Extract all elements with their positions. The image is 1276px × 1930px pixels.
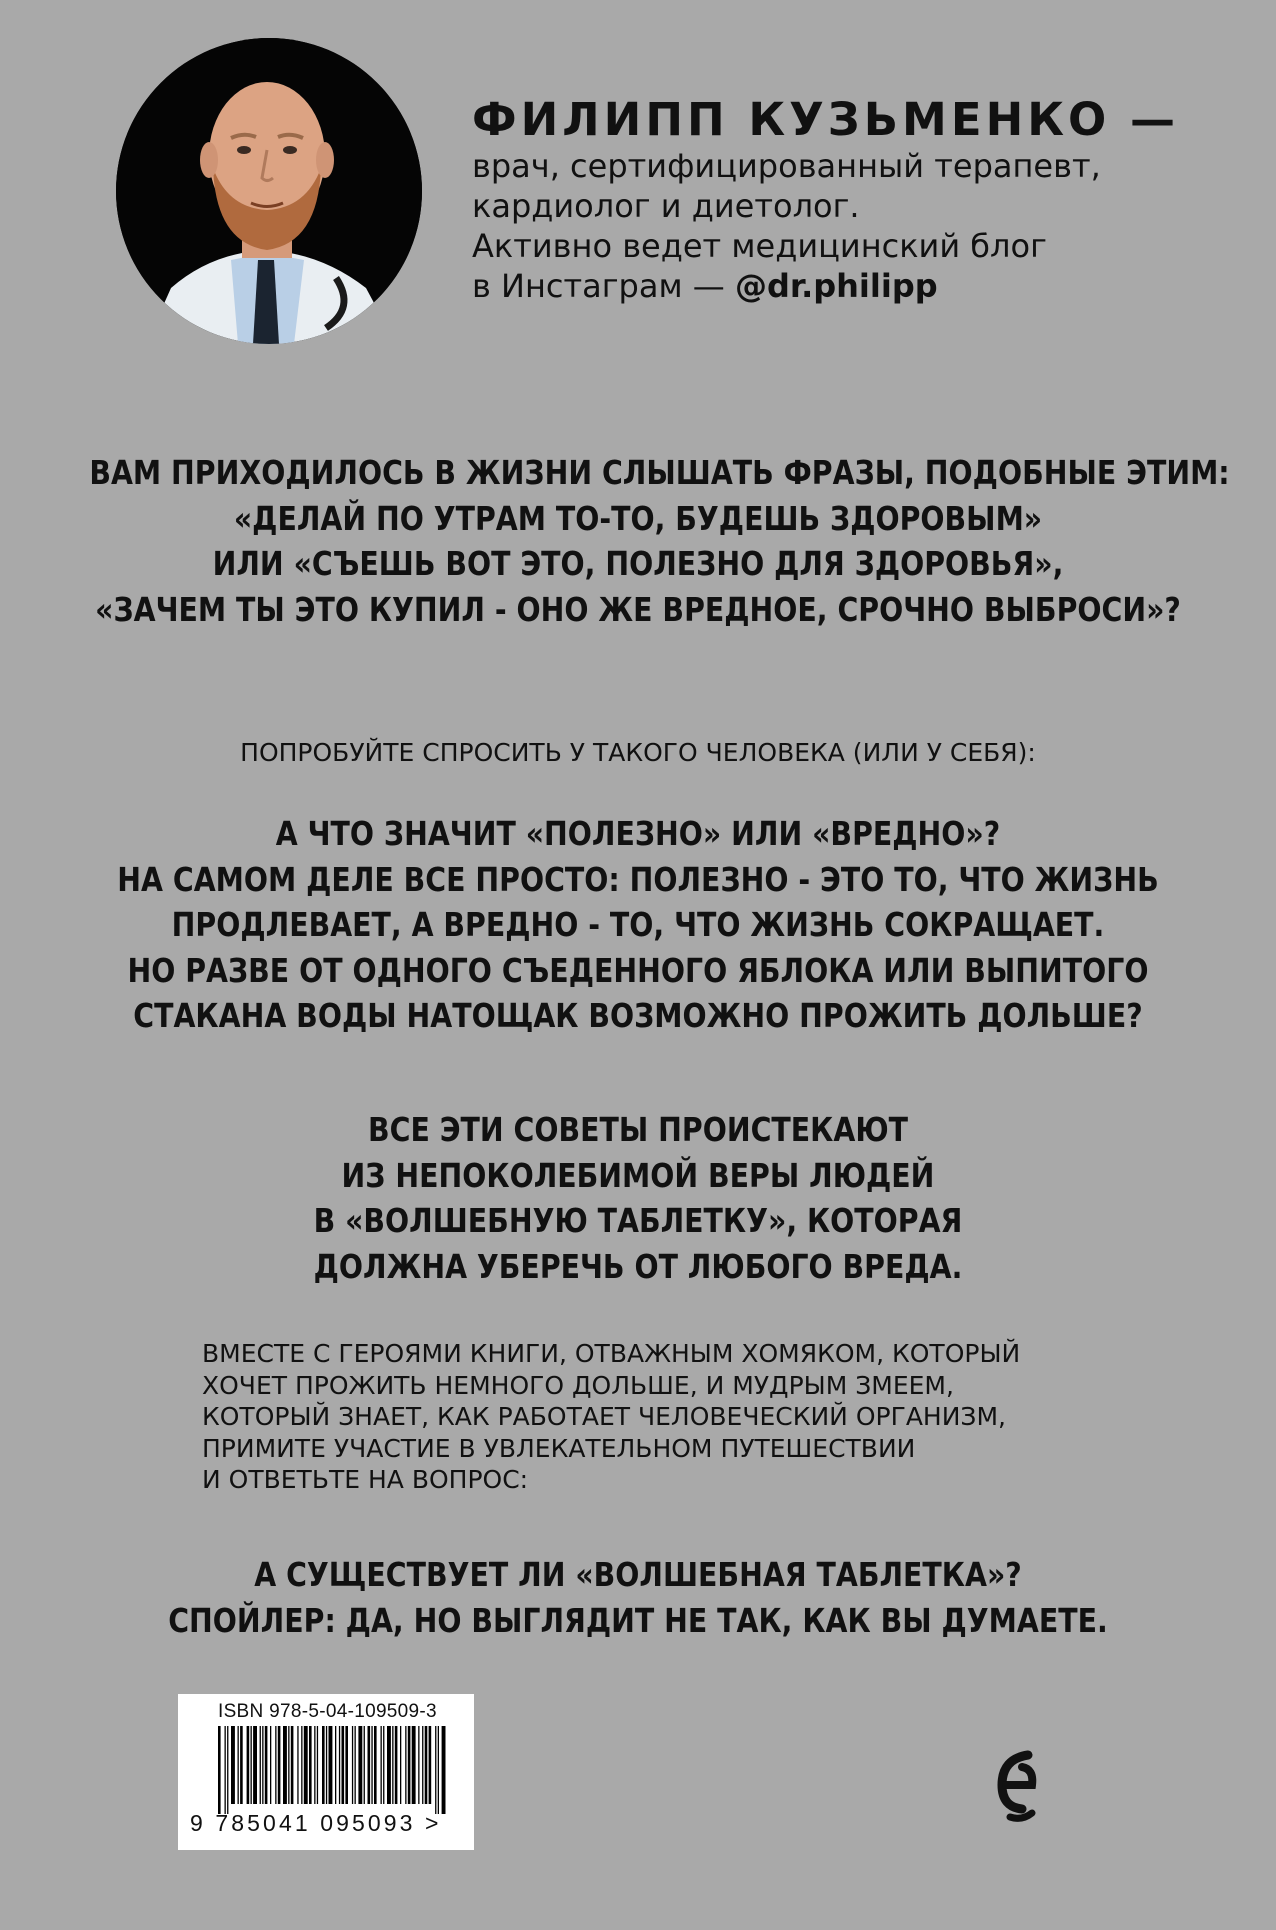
barcode-bar: [355, 1726, 356, 1804]
meaning-line: НА САМОМ ДЕЛЕ ВСЕ ПРОСТО: ПОЛЕЗНО - ЭТО ТО, ЧТО ЖИЗНЬ: [117, 859, 1159, 899]
advice-line: ДОЛЖНА УБЕРЕЧЬ ОТ ЛЮБОГО ВРЕДА.: [313, 1246, 963, 1286]
barcode-bar: [251, 1726, 252, 1804]
barcode-bar: [405, 1726, 406, 1804]
barcode: [216, 1726, 446, 1814]
barcode-bar: [225, 1726, 226, 1814]
barcode-bar: [425, 1726, 428, 1804]
barcode-bar: [291, 1726, 294, 1804]
author-name: ФИЛИПП КУЗЬМЕНКО —: [472, 93, 1179, 146]
barcode-bar: [260, 1726, 261, 1804]
author-bio-line: врач, сертифицированный терапевт,: [472, 147, 1101, 185]
barcode-bar: [395, 1726, 398, 1804]
barcode-bar: [342, 1726, 345, 1804]
meaning-line: ПРОДЛЕВАЕТ, А ВРЕДНО - ТО, ЧТО ЖИЗНЬ СОКРАЩАЕТ.: [171, 905, 1105, 944]
together-line: И ОТВЕТЬТЕ НА ВОПРОС:: [202, 1465, 529, 1494]
barcode-bar: [322, 1726, 325, 1804]
barcode-bar: [247, 1726, 250, 1804]
together-line: ПРИМИТЕ УЧАСТИЕ В УВЛЕКАТЕЛЬНОМ ПУТЕШЕСТВИИ: [202, 1433, 916, 1463]
author-portrait: [116, 38, 422, 344]
together-line: КОТОРЫЙ ЗНАЕТ, КАК РАБОТАЕТ ЧЕЛОВЕЧЕСКИЙ ОРГАНИЗМ,: [202, 1402, 1006, 1431]
together-line: ХОЧЕТ ПРОЖИТЬ НЕМНОГО ДОЛЬШЕ, И МУДРЫМ ЗМЕЕМ,: [202, 1370, 954, 1400]
barcode-bar: [364, 1726, 365, 1804]
barcode-bar: [283, 1726, 287, 1804]
barcode-bar: [400, 1726, 401, 1804]
meaning-line: СТАКАНА ВОДЫ НАТОЩАК ВОЗМОЖНО ПРОЖИТЬ ДОЛЬШЕ?: [133, 996, 1143, 1035]
barcode-bar: [240, 1726, 243, 1804]
final-block: [89, 1552, 1186, 1643]
barcode-bar: [442, 1726, 446, 1814]
barcode-bar: [278, 1726, 281, 1804]
barcode-bar: [262, 1726, 263, 1804]
advice-line: В «ВОЛШЕБНУЮ ТАБЛЕТКУ», КОТОРАЯ: [313, 1201, 963, 1240]
barcode-bar: [358, 1726, 362, 1804]
author-bio-prefix: в Инстаграм —: [472, 267, 735, 305]
barcode-bar: [368, 1726, 371, 1804]
final-line: СПОЙЛЕР: ДА, НО ВЫГЛЯДИТ НЕ ТАК, КАК ВЫ ДУМАЕТЕ.: [168, 1600, 1108, 1640]
barcode-bar: [335, 1726, 336, 1804]
barcode-bar: [438, 1726, 439, 1814]
barcode-bar: [408, 1726, 411, 1804]
barcode-bar: [238, 1726, 239, 1804]
final-line: А СУЩЕСТВУЕТ ЛИ «ВОЛШЕБНАЯ ТАБЛЕТКА»?: [254, 1555, 1022, 1594]
barcode-bar: [304, 1726, 308, 1804]
intro-text: ПОПРОБУЙТЕ СПРОСИТЬ У ТАКОГО ЧЕЛОВЕКА (ИЛИ У СЕБЯ):: [240, 738, 1036, 767]
barcode-bar: [422, 1726, 423, 1804]
together-line: ВМЕСТЕ С ГЕРОЯМИ КНИГИ, ОТВАЖНЫМ ХОМЯКОМ, КОТОРЫЙ: [202, 1339, 1021, 1368]
advice-line: ВСЕ ЭТИ СОВЕТЫ ПРОИСТЕКАЮТ: [368, 1110, 908, 1149]
barcode-bar: [435, 1726, 436, 1814]
barcode-bar: [429, 1726, 432, 1804]
barcode-bar: [345, 1726, 348, 1804]
barcode-bar: [218, 1726, 221, 1814]
barcode-bar: [381, 1726, 382, 1804]
author-bio-line: Активно ведет медицинский блог: [472, 227, 1047, 265]
barcode-bar: [392, 1726, 393, 1804]
barcode-bar: [253, 1726, 257, 1804]
isbn-label: ISBN 978-5-04-109509-3: [218, 1701, 437, 1722]
barcode-bar: [326, 1726, 327, 1804]
barcode-bar: [352, 1726, 353, 1804]
isbn-barcode-box: [178, 1694, 474, 1850]
author-bio-line: [472, 266, 1232, 306]
author-bio: [472, 146, 1232, 306]
publisher-logo-icon: [988, 1745, 1044, 1827]
barcode-bar: [270, 1726, 271, 1804]
question-line: «ЗАЧЕМ ТЫ ЭТО КУПИЛ - ОНО ЖЕ ВРЕДНОЕ, СРОЧНО ВЫБРОСИ»?: [95, 589, 1181, 629]
barcode-bar: [288, 1726, 289, 1804]
barcode-bar: [314, 1726, 315, 1804]
barcode-bar: [301, 1726, 302, 1804]
barcode-bar: [371, 1726, 372, 1804]
advice-line: ИЗ НЕПОКОЛЕБИМОЙ ВЕРЫ ЛЮДЕЙ: [341, 1155, 935, 1195]
barcode-bar: [275, 1726, 276, 1804]
barcode-bar: [227, 1726, 228, 1814]
barcode-bar: [383, 1726, 384, 1804]
barcode-bar: [418, 1726, 419, 1804]
meaning-line: НО РАЗВЕ ОТ ОДНОГО СЪЕДЕННОГО ЯБЛОКА ИЛИ ВЫПИТОГО: [127, 950, 1149, 990]
barcode-bar: [339, 1726, 340, 1804]
together-block: [202, 1338, 1020, 1496]
meaning-line: А ЧТО ЗНАЧИТ «ПОЛЕЗНО» ИЛИ «ВРЕДНО»?: [275, 814, 1001, 853]
barcode-bar: [329, 1726, 333, 1804]
meaning-block: [89, 811, 1186, 1039]
barcode-bar: [412, 1726, 416, 1804]
barcode-bar: [231, 1726, 235, 1804]
barcode-digits: 9 785041 095093 >: [190, 1810, 442, 1836]
barcode-bar: [309, 1726, 312, 1804]
question-line: ИЛИ «СЪЕШЬ ВОТ ЭТО, ПОЛЕЗНО ДЛЯ ЗДОРОВЬЯ»,: [212, 544, 1064, 583]
question-line: ВАМ ПРИХОДИЛОСЬ В ЖИЗНИ СЛЫШАТЬ ФРАЗЫ, ПОДОБНЫЕ ЭТИМ:: [89, 453, 1230, 492]
barcode-bar: [317, 1726, 318, 1804]
barcode-bar: [374, 1726, 377, 1804]
barcode-bar: [297, 1726, 298, 1804]
author-block: [472, 93, 1232, 306]
instagram-handle[interactable]: @dr.philipp: [734, 267, 938, 305]
barcode-bar: [265, 1726, 268, 1804]
author-photo: [116, 38, 422, 344]
barcode-bar: [387, 1726, 391, 1804]
advice-block: [89, 1107, 1186, 1289]
question-line: «ДЕЛАЙ ПО УТРАМ ТО-ТО, БУДЕШЬ ЗДОРОВЫМ»: [233, 498, 1043, 538]
question-block: [89, 450, 1230, 632]
author-bio-line: кардиолог и диетолог.: [472, 187, 860, 225]
